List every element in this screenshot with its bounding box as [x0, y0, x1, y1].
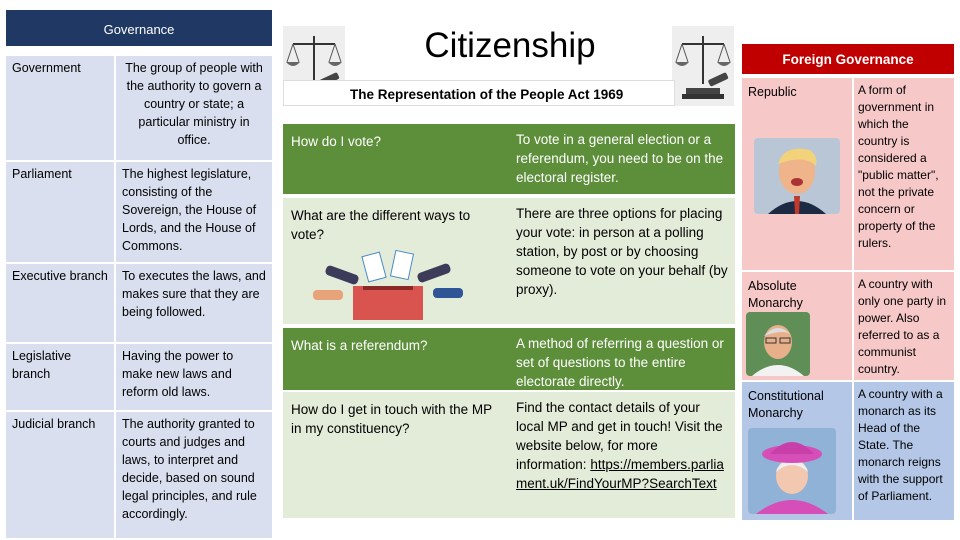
table-row [742, 272, 954, 380]
qa-row [283, 198, 735, 324]
table-row [6, 56, 272, 160]
qa-row [283, 392, 735, 518]
table-row [6, 412, 272, 538]
qa-row [283, 328, 735, 390]
term-cell: Executive branch [6, 264, 116, 342]
governance-title: Governance [103, 22, 175, 37]
question: What are the different ways to vote? [291, 208, 471, 242]
governance-header [6, 10, 272, 46]
definition-cell: The authority granted to courts and judges and laws, to interpret and decide, based on sound legal principles, and rule accordingly. [116, 412, 272, 538]
find-your-mp-link[interactable]: https://members.parliament.uk/FindYourMP?SearchText [516, 457, 724, 491]
term-cell: Republic [742, 78, 852, 270]
answer: There are three options for placing your vote: in person at a polling station, by post or by choosing someone to vote on your behalf (by proxy). [516, 206, 728, 297]
scales-of-justice-icon [672, 26, 734, 106]
ballot-box-icon [313, 246, 463, 320]
question: What is a referendum? [291, 338, 428, 353]
term-cell: Judicial branch [6, 412, 116, 538]
portrait-icon [748, 428, 836, 514]
citizenship-subtitle: The Representation of the People Act 1969 [283, 80, 675, 106]
definition-cell: A country with a monarch as its Head of the State. The monarch reigns with the support of Parliament. [854, 382, 954, 520]
answer: A method of referring a question or set of questions to the entire electorate directly. [516, 336, 724, 389]
question: How do I vote? [291, 134, 382, 149]
definition-cell: Having the power to make new laws and reform old laws. [116, 344, 272, 410]
term-cell: Government [6, 56, 116, 160]
answer-text: Find the contact details of your local MP and get in touch! Visit the website below, for more information: [516, 400, 723, 472]
term-cell: Constitutional Monarchy [742, 382, 852, 520]
table-row [6, 344, 272, 410]
definition-cell: To executes the laws, and makes sure that they are being followed. [116, 264, 272, 342]
term-cell: Parliament [6, 162, 116, 262]
definition-cell: A country with only one party in power. Also referred to as a communist country. [854, 272, 954, 380]
term-cell: Absolute Monarchy [742, 272, 852, 380]
question: How do I get in touch with the MP in my constituency? [291, 402, 492, 436]
answer [516, 398, 728, 493]
table-row [742, 78, 954, 270]
table-row [6, 264, 272, 342]
answer: To vote in a general election or a referendum, you need to be on the electoral register. [516, 132, 724, 185]
portrait-icon [746, 312, 810, 376]
portrait-icon [754, 138, 840, 214]
table-row [6, 162, 272, 262]
term-cell: Legislative branch [6, 344, 116, 410]
foreign-governance-header: Foreign Governance [742, 44, 954, 74]
table-row [742, 382, 954, 520]
definition-cell: The highest legislature, consisting of the Sovereign, the House of Lords, and the House of Commons. [116, 162, 272, 262]
definition-cell: A form of government in which the country is considered a "public matter", not the private concern or property of the rulers. [854, 78, 954, 270]
citizenship-title: Citizenship [424, 26, 596, 65]
definition-cell: The group of people with the authority to govern a country or state; a particular ministry in office. [116, 56, 272, 160]
governance-table [6, 54, 272, 540]
qa-row [283, 124, 735, 194]
